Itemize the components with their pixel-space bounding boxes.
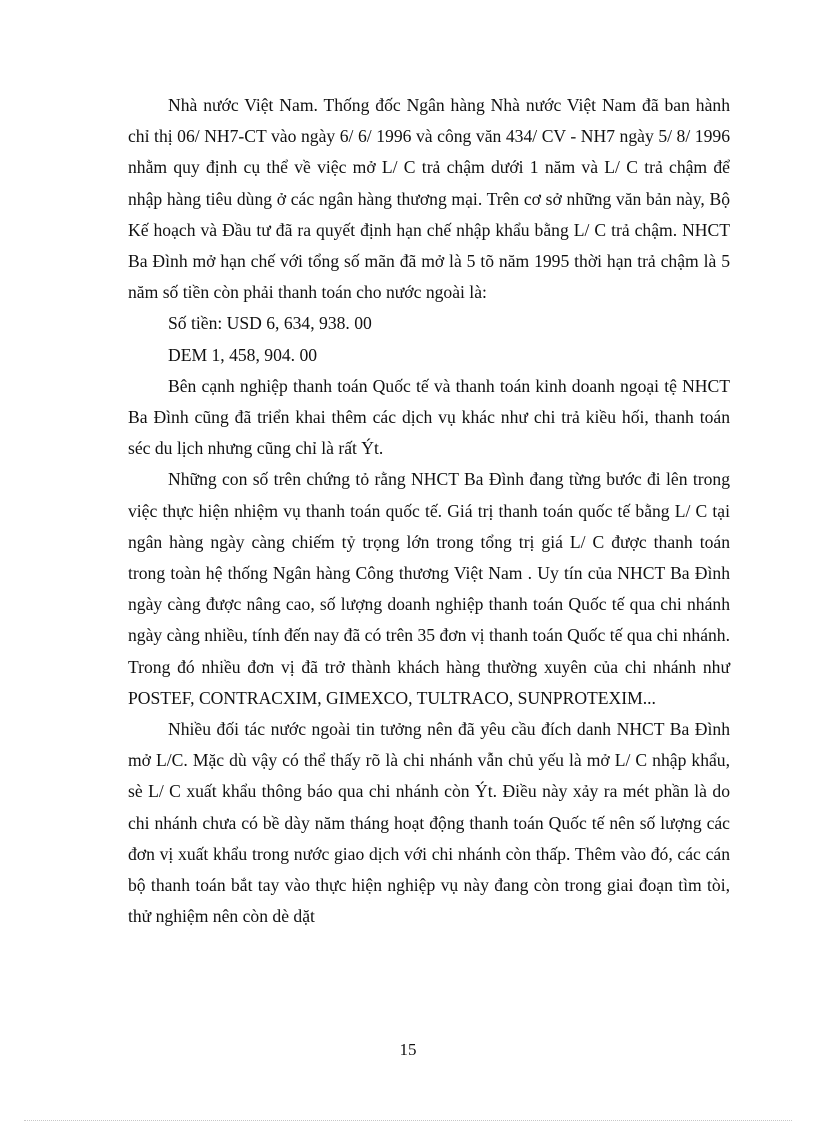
paragraph-progress: Những con số trên chứng tỏ rằng NHCT Ba Đình đang từng bước đi lên trong việc thực hiện nhiệm vụ thanh toán quốc tế. Giá trị thanh toán quốc tế bằng L/ C tại ngân hàng ngày càng chiếm tỷ trọng lớn trong tổng trị giá L/ C được thanh toán trong toàn hệ thống Ngân hàng Công thương Việt Nam . Uy tín của NHCT Ba Đình ngày càng được nâng cao, số lượng doanh nghiệp thanh toán Quốc tế qua chi nhánh ngày càng nhiều, tính đến nay đã có trên 35 đơn vị thanh toán Quốc tế qua chi nhánh. Trong đó nhiều đơn vị đã trở thành khách hàng thường xuyên của chi nhánh như POSTEF, CONTRACXIM, GIMEXCO, TULTRACO, SUNPROTEXIM... [128,469,730,708]
page-number: 15 [399,1040,417,1059]
paragraph-foreign-partners: Nhiều đối tác nước ngoài tin tưởng nên đã yêu cầu đích danh NHCT Ba Đình mở L/C. Mặc dù vậy có thể thấy rõ là chi nhánh vẫn chủ yếu là mở L/ C nhập khẩu, sè L/ C xuất khẩu thông báo qua chi nhánh còn Ýt. Điều này xảy ra mét phần là do chi nhánh chưa có bề dày năm tháng hoạt động thanh toán Quốc tế nên số lượng các đơn vị xuất khẩu trong nước giao dịch với chi nhánh còn thấp. Thêm vào đó, các cán bộ thanh toán bắt tay vào thực hiện nghiệp vụ này đang còn trong giai đoạn tìm tòi, thử nghiệm nên còn dè dặt [128,719,730,927]
paragraph-other-services: Bên cạnh nghiệp thanh toán Quốc tế và thanh toán kinh doanh ngoại tệ NHCT Ba Đình cũng đã triển khai thêm các dịch vụ khác như chi trả kiều hối, thanh toán séc du lịch nhưng cũng chỉ là rất Ýt. [128,375,730,459]
amount-dem: DEM 1, 458, 904. 00 [168,344,318,365]
page-bottom-divider [24,1120,792,1121]
body-text [128,90,730,932]
amount-usd: Số tiền: USD 6, 634, 938. 00 [168,313,372,334]
paragraph-lc-regulation: Nhà nước Việt Nam. Thống đốc Ngân hàng Nhà nước Việt Nam đã ban hành chỉ thị 06/ NH7-CT vào ngày 6/ 6/ 1996 và công văn 434/ CV - NH7 ngày 5/ 8/ 1996 nhằm quy định cụ thể về việc mở L/ C trả chậm dưới 1 năm và L/ C trả chậm để nhập hàng tiêu dùng ở các ngân hàng thương mại. Trên cơ sở những văn bản này, Bộ Kế hoạch và Đầu tư đã ra quyết định hạn chế nhập khẩu bằng L/ C trả chậm. NHCT Ba Đình mở hạn chế với tổng số mãn đã mở là 5 tõ năm 1995 thời hạn trả chậm là 5 năm số tiền còn phải thanh toán cho nước ngoài là: [128,95,730,303]
